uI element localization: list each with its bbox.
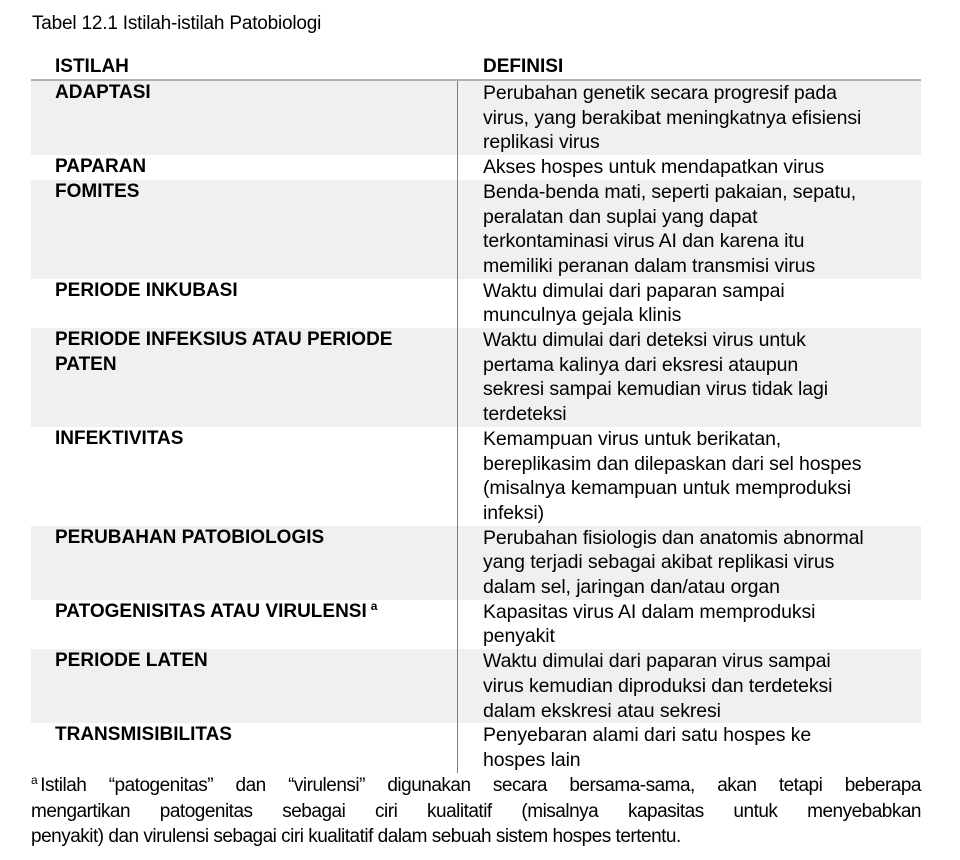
term-text	[55, 353, 449, 378]
table-row	[31, 526, 921, 600]
table-row	[31, 600, 921, 649]
term-text	[55, 155, 449, 180]
term-line: PAPARAN	[55, 156, 147, 178]
definition-line: Kemampuan virus untuk berikatan,	[483, 427, 782, 450]
definition-line: Akses hospes untuk mendapatkan virus	[483, 156, 825, 179]
footnote-line: penyakit) dan virulensi sebagai ciri kualitatif dalam sebuah sistem hospes tertentu.	[31, 826, 681, 847]
term-line: PATEN	[55, 353, 117, 375]
table-row	[31, 180, 921, 279]
header-definition: DEFINISI	[483, 56, 564, 77]
table-row	[31, 328, 921, 427]
definition-line: terkontaminasi virus AI dan karena itu	[483, 230, 805, 253]
definition-line: peralatan dan suplai yang dapat	[483, 205, 758, 228]
definition-line: Perubahan genetik secara progresif pada	[483, 82, 837, 104]
term-cell	[31, 279, 458, 328]
term-cell	[31, 328, 458, 427]
footnote-mark: a	[31, 773, 38, 787]
term-cell	[31, 427, 458, 526]
term-text	[55, 526, 449, 551]
footnote-line: mengartikan patogenitas sebagai ciri kualitatif (misalnya kapasitas untuk menyebabkan	[31, 800, 921, 822]
definition-line: virus kemudian diproduksi dan terdeteksi	[483, 674, 833, 697]
definition-line: hospes lain	[483, 748, 581, 771]
definition-line: Kapasitas virus AI dalam memproduksi	[483, 600, 816, 623]
term-line: TRANSMISIBILITAS	[55, 724, 232, 746]
term-line: PERIODE LATEN	[55, 650, 208, 672]
definition-line: dalam ekskresi atau sekresi	[483, 699, 721, 722]
definition-line: memiliki peranan dalam transmisi virus	[483, 254, 816, 277]
term-text	[55, 723, 449, 748]
term-cell	[31, 180, 458, 279]
term-text	[55, 328, 449, 353]
table-caption: Tabel 12.1 Istilah-istilah Patobiologi	[32, 13, 322, 34]
definition-line: yang terjadi sebagai akibat replikasi virus	[483, 551, 835, 574]
definition-line: munculnya gejala klinis	[483, 304, 682, 327]
term-text	[55, 649, 449, 674]
definition-line: bereplikasim dan dilepaskan dari sel hospes	[483, 452, 862, 475]
term-cell	[31, 723, 458, 772]
definition-line: sekresi sampai kemudian virus tidak lagi	[483, 378, 828, 401]
definition-line: infeksi)	[483, 501, 544, 524]
term-cell	[31, 526, 458, 600]
table-footnote	[31, 773, 921, 850]
definition-cell	[458, 279, 921, 328]
definition-cell	[458, 81, 921, 155]
term-text	[55, 427, 449, 452]
term-line: INFEKTIVITAS	[55, 427, 184, 449]
definition-cell	[458, 649, 921, 723]
definition-line: (misalnya kemampuan untuk memproduksi	[483, 477, 852, 500]
definition-cell	[458, 328, 921, 427]
definition-line: Penyebaran alami dari satu hospes ke	[483, 724, 812, 747]
term-line: PATOGENISITAS ATAU VIRULENSI	[55, 600, 367, 622]
definition-line: replikasi virus	[483, 131, 600, 154]
term-cell	[31, 649, 458, 723]
term-text	[55, 81, 449, 106]
definition-line: Waktu dimulai dari deteksi virus untuk	[483, 329, 806, 352]
footnote-line: $^a$ Istilah “patogenitas” dan “virulensi” digunakan secara bersama-sama, akan tetapi beberapa	[31, 773, 921, 796]
term-line: PERIODE INFEKSIUS ATAU PERIODE	[55, 329, 393, 351]
table-row	[31, 723, 921, 772]
term-cell	[31, 155, 458, 180]
term-line: PERIODE INKUBASI	[55, 279, 238, 301]
term-text	[55, 180, 449, 205]
table-body	[31, 81, 921, 773]
definition-line: Waktu dimulai dari paparan virus sampai	[483, 650, 831, 673]
table-row	[31, 81, 921, 155]
pathobiology-terms-table	[31, 55, 921, 773]
definition-line: Benda-benda mati, seperti pakaian, sepatu,	[483, 180, 857, 203]
table-row	[31, 427, 921, 526]
table-row	[31, 649, 921, 723]
definition-cell	[458, 427, 921, 526]
table-row	[31, 155, 921, 180]
table-row	[31, 279, 921, 328]
term-cell	[31, 81, 458, 155]
term-text	[55, 600, 449, 625]
footnote-reference: a	[370, 598, 378, 613]
definition-line: Perubahan fisiologis dan anatomis abnormal	[483, 526, 864, 549]
definition-line: Waktu dimulai dari paparan sampai	[483, 279, 785, 302]
header-term: ISTILAH	[55, 56, 129, 77]
term-text	[55, 279, 449, 304]
definition-line: terdeteksi	[483, 403, 567, 426]
definition-cell	[458, 723, 921, 772]
definition-cell	[458, 600, 921, 649]
table-header-row	[31, 55, 921, 81]
definition-cell	[458, 155, 921, 180]
definition-line: penyakit	[483, 625, 555, 648]
term-line: PERUBAHAN PATOBIOLOGIS	[55, 526, 325, 548]
definition-line: pertama kalinya dari eksresi ataupun	[483, 353, 799, 376]
term-cell	[31, 600, 458, 649]
definition-line: virus, yang berakibat meningkatnya efisiensi	[483, 106, 862, 129]
definition-cell	[458, 526, 921, 600]
definition-cell	[458, 180, 921, 279]
term-line: ADAPTASI	[55, 82, 151, 103]
definition-line: dalam sel, jaringan dan/atau organ	[483, 576, 780, 599]
term-line: FOMITES	[55, 180, 140, 202]
